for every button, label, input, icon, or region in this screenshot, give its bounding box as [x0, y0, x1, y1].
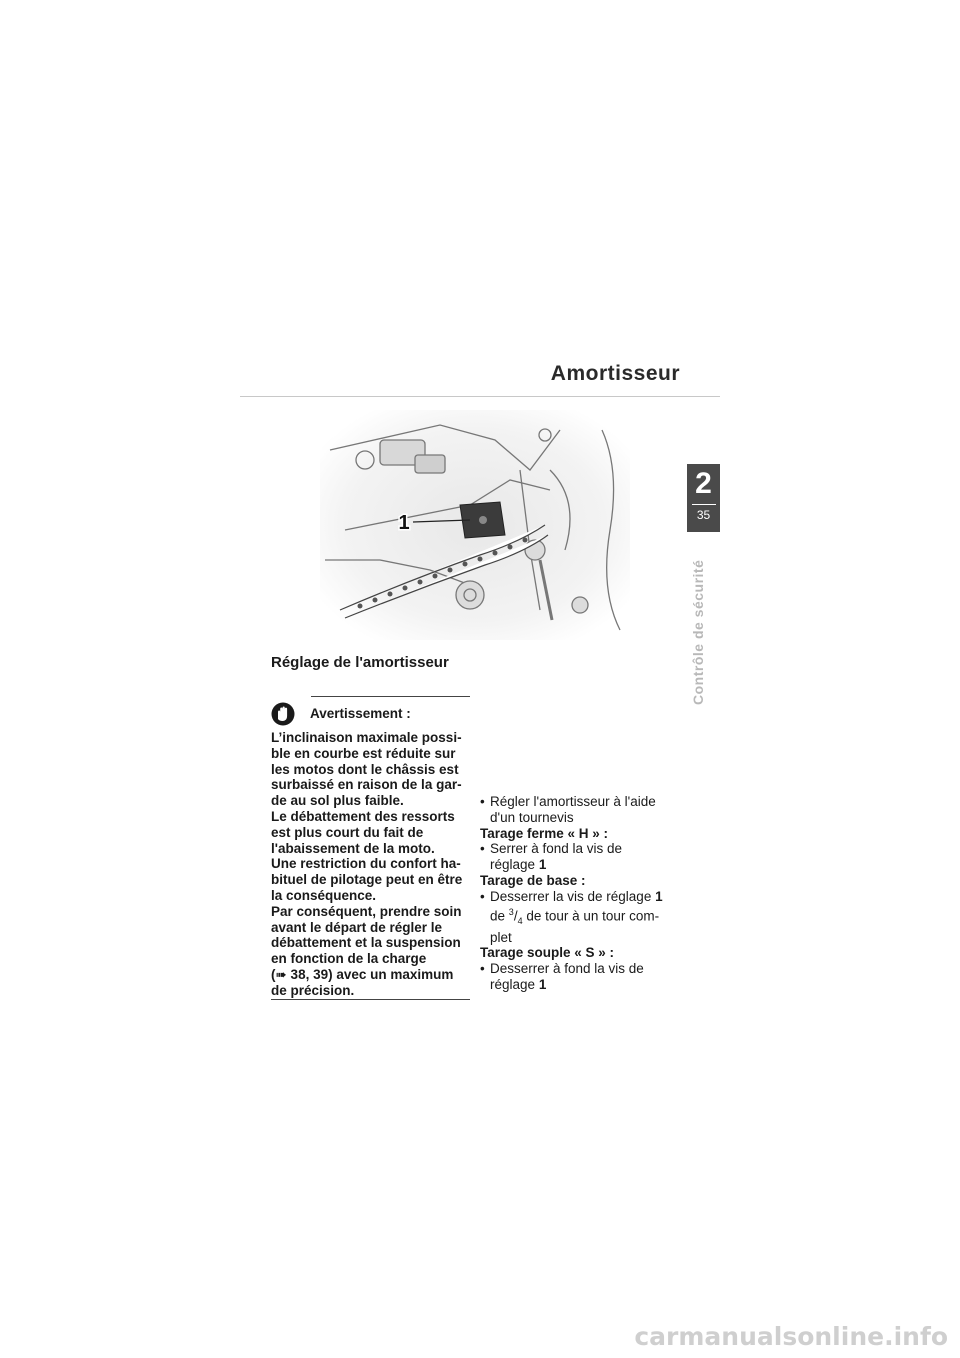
page-number: 35	[696, 508, 711, 522]
reference-number: 1	[538, 857, 547, 873]
warning-top-rule	[311, 696, 470, 697]
instruction-text: Desserrer la vis de réglage	[490, 888, 652, 904]
sub-heading-base: Tarage de base :	[480, 872, 586, 888]
list-item	[480, 961, 690, 993]
bullet-dot: •	[480, 961, 485, 977]
instruction-text: Régler l'amortisseur à l'aide	[490, 794, 656, 809]
chapter-side-label: Contrôle de sécurité	[690, 559, 706, 705]
stop-hand-icon	[271, 702, 295, 726]
instruction-text: d'un tournevis	[490, 809, 574, 825]
title-rule	[240, 396, 720, 397]
instructions	[480, 794, 690, 993]
shock-absorber-illustration	[320, 410, 630, 640]
sub-heading-soft: Tarage souple « S » :	[480, 945, 615, 961]
list-item: • Desserrer la vis de réglage 1 de $^3/_4$ de tour à un tour com- plet	[480, 888, 663, 945]
watermark: carmanualsonline.info	[634, 1322, 948, 1351]
warning-bottom-rule	[271, 999, 470, 1000]
warning-title: Avertissement :	[310, 706, 411, 721]
callout-label-1: 1	[398, 512, 410, 534]
chapter-number: 2	[695, 467, 712, 500]
reference-number: 1	[655, 888, 663, 904]
sub-heading-hard: Tarage ferme « H » :	[480, 825, 609, 841]
bullet-dot: •	[480, 794, 485, 809]
warning-text: L’inclinaison maximale possi- ble en courbe est réduite sur les motos dont le châssis est surbaissé en raison de la gar- de au sol plus faible. Le débattement des ressorts est plus court du fait de l'abaissement de la moto. Une restriction du confort ha- bituel de pilotage peut en être la conséquence. Par conséquent, prendre soin avant le départ de régler le débattement et la suspension en fonction de la charge (➠ 38, 39) avec un maximum de précision.	[271, 730, 463, 998]
bullet-dot: •	[480, 841, 485, 857]
instruction-text: réglage	[490, 976, 536, 992]
fraction-denominator: 4	[517, 915, 523, 926]
instruction-text: de	[490, 908, 506, 924]
list-item	[480, 841, 690, 873]
chapter-tab	[687, 464, 720, 532]
section-heading: Réglage de l'amortisseur	[271, 654, 449, 671]
reference-number: 1	[538, 976, 547, 992]
instruction-text: de tour à un tour com-	[526, 908, 660, 924]
instruction-text: réglage	[490, 857, 536, 873]
fraction-numerator: 3	[508, 906, 514, 917]
instruction-text: Desserrer à fond la vis de	[490, 961, 644, 977]
bullet-dot: •	[480, 888, 485, 904]
instruction-text: plet	[490, 929, 512, 945]
instruction-text: Serrer à fond la vis de	[490, 841, 623, 857]
list-item	[480, 794, 690, 826]
page-title: Amortisseur	[550, 362, 680, 385]
